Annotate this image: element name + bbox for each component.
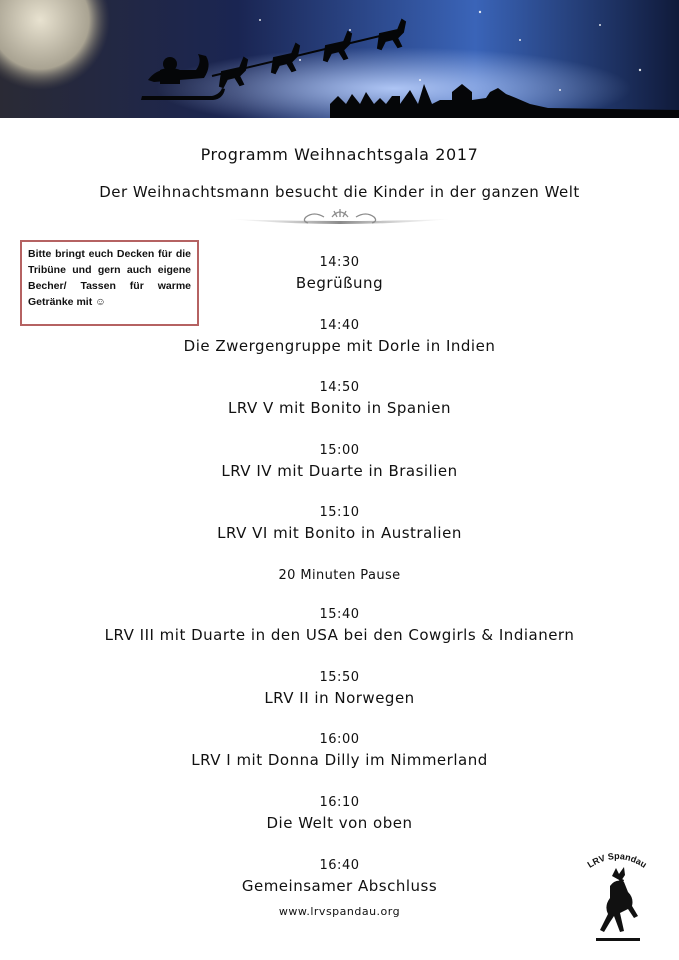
program-title: Die Zwergengruppe mit Dorle in Indien [183,337,496,355]
program-title: Begrüßung [295,274,384,292]
program-item [0,504,679,544]
program-time: 14:50 [319,380,360,395]
info-note: Bitte bringt euch Decken für die Tribüne und gern auch eigene Becher/ Tassen für warme Getränke mit ☺ [20,240,199,326]
program-item [0,731,679,771]
christmas-banner [0,0,679,118]
program-time: 15:40 [319,607,360,622]
program-title: LRV III mit Duarte in den USA bei den Cowgirls & Indianern [104,626,575,644]
program-title: LRV VI mit Bonito in Australien [217,524,462,542]
program-time: 15:00 [319,443,360,458]
program-item [0,379,679,419]
program-item [0,442,679,482]
svg-text:LRV Spandau [586,851,649,870]
page-title: Programm Weihnachtsgala 2017 [200,145,479,164]
program-title: LRV V mit Bonito in Spanien [227,399,451,417]
program-item [0,794,679,834]
program-time: 16:40 [319,858,360,873]
program-time: 16:00 [319,732,360,747]
program-item [0,254,679,294]
logo-text: LRV Spandau [585,850,649,870]
program-item [0,669,679,709]
program-title: LRV IV mit Duarte in Brasilien [221,462,458,480]
program-time: 15:10 [319,505,360,520]
program-title: LRV II in Norwegen [264,689,415,707]
program-time: 14:40 [319,318,360,333]
program-time: 16:10 [319,795,360,810]
program-time: 14:30 [319,255,360,270]
program-time: 15:50 [319,670,360,685]
program-item [0,857,679,897]
program-pause: 20 Minuten Pause [278,568,401,583]
program-title: LRV I mit Donna Dilly im Nimmerland [191,751,488,769]
program-title: Die Welt von oben [266,814,413,832]
subtitle: Der Weihnachtsmann besucht die Kinder in der ganzen Welt [99,183,580,201]
club-logo-icon [582,846,652,946]
website-link[interactable]: www.lrvspandau.org [278,905,401,918]
program-title: Gemeinsamer Abschluss [241,877,438,895]
ornament-divider [228,203,452,233]
program-item [0,606,679,646]
program-item [0,317,679,357]
